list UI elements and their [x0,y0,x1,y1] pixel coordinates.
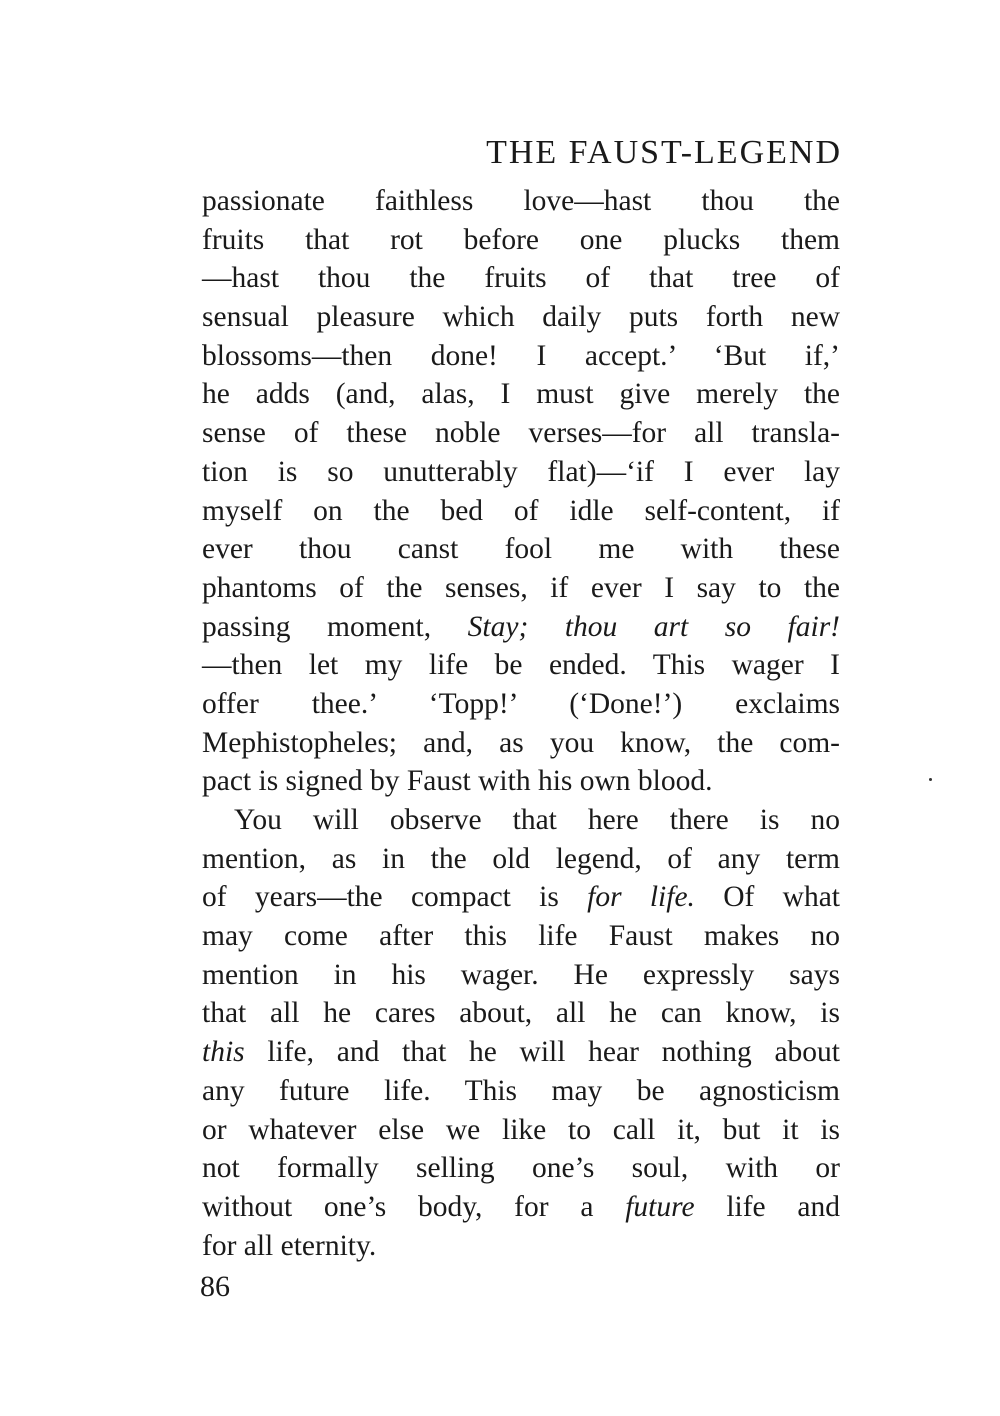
text-line: passionate faithless love—hast thou the [202,185,840,217]
text-run: life and [694,1190,840,1223]
text-line [202,608,840,647]
text-line: sensual pleasure which daily puts forth new [202,301,840,334]
text-line: —then let my life be ended. This wager I [202,649,840,682]
text-line: mention, as in the old legend, of any term [202,842,840,875]
text-line [202,878,840,917]
text-line: not formally selling one’s soul, with or [202,1152,840,1185]
text-run: life, and that he will hear nothing about [244,1036,840,1069]
italic-text: for life. [587,881,695,914]
text-line: that all he cares about, all he can know, is [202,997,840,1030]
text-run: Of what [694,881,840,914]
text-line: any future life. This may be agnosticism [202,1074,840,1107]
text-line: —hast thou the fruits of that tree of [202,262,840,295]
text-line: sense of these noble verses—for all transla- [202,417,840,450]
italic-text: future [625,1190,695,1223]
text-line: for all eternity. [202,1229,377,1262]
paragraph [202,801,840,1265]
text-line: You will observe that here there is no [234,804,840,836]
page-number: 86 [200,1270,230,1303]
text-line: mention in his wager. He expressly says [202,958,840,991]
text-line: fruits that rot before one plucks them [202,223,840,256]
text-line: he adds (and, alas, I must give merely the [202,378,840,411]
text-line: ever thou canst fool me with these [202,533,840,566]
italic-text: Stay; thou art so fair! [467,610,840,643]
paragraph [202,182,840,801]
text-line [202,1033,840,1072]
text-line: phantoms of the senses, if ever I say to the [202,571,840,604]
text-line: offer thee.’ ‘Topp!’ (‘Done!’) exclaims [202,687,840,720]
running-head: THE FAUST-LEGEND [486,134,842,171]
body-text [202,182,840,1265]
italic-text: this [202,1036,245,1069]
text-line: or whatever else we like to call it, but it is [202,1113,840,1146]
text-line: pact is signed by Faust with his own blood. [202,765,713,798]
text-line: tion is so unutterably flat)—‘if I ever lay [202,455,840,488]
text-line: myself on the bed of idle self-content, if [202,494,840,527]
text-line: may come after this life Faust makes no [202,920,840,953]
text-line: blossoms—then done! I accept.’ ‘But if,’ [202,339,840,372]
text-run: without one’s body, for a [202,1190,626,1223]
text-run: of years—the compact is [202,881,588,914]
scan-speck [929,778,932,781]
text-line [202,1188,840,1227]
text-line: Mephistopheles; and, as you know, the com- [202,726,840,759]
text-run: passing moment, [202,610,468,643]
